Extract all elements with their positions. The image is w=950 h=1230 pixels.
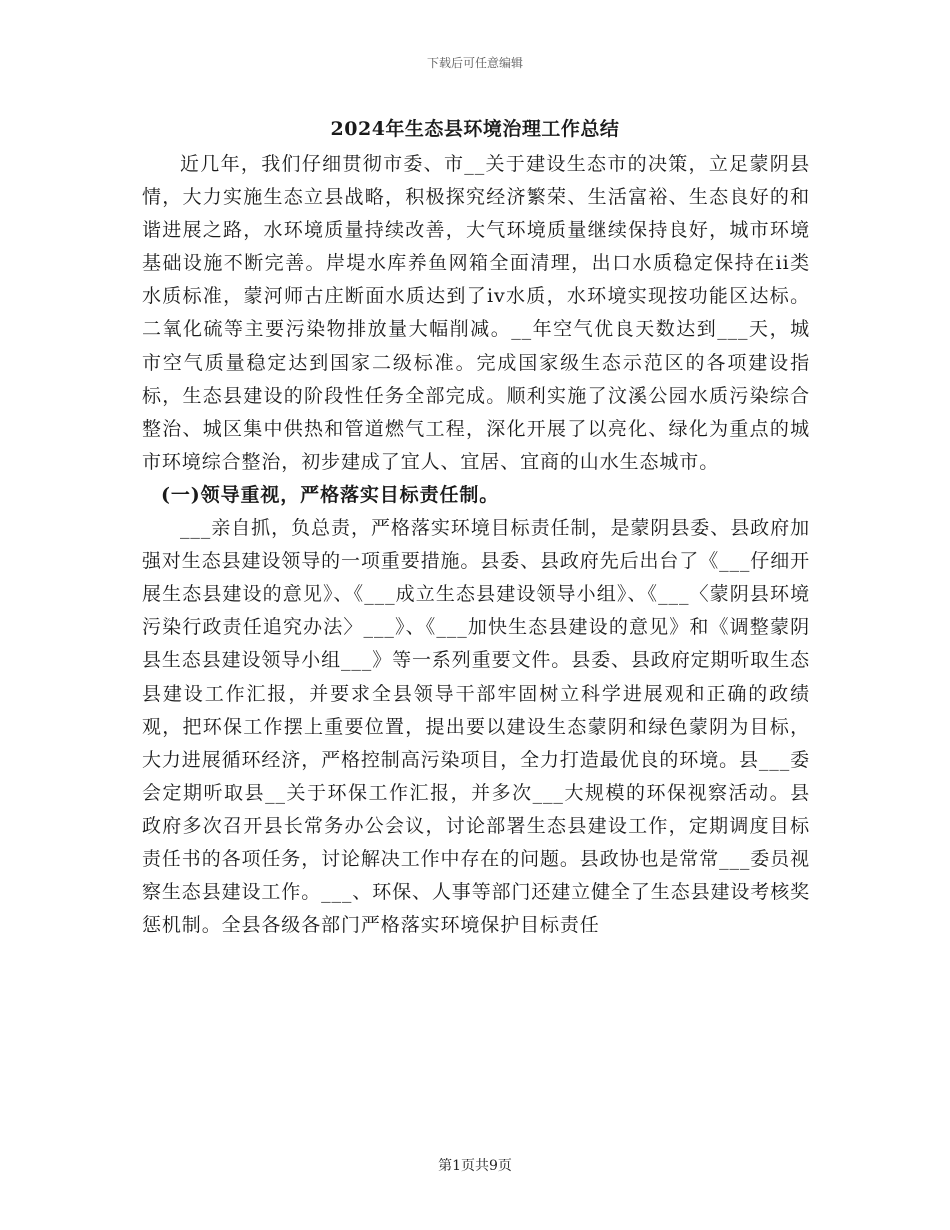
document-body [142, 148, 810, 942]
page-number: 第1页共9页 [438, 1158, 512, 1174]
section-1-paragraph: ___亲自抓，负总责，严格落实环境目标责任制，是蒙阴县委、县政府加强对生态县建设领导的一项重要措施。县委、县政府先后出台了《___仔细开展生态县建设的意见》、《___成立生态县建设领导小组》、《___〈蒙阴县环境污染行政责任追究办法〉___》、《___加快生态县建设的意见》和《调整蒙阴县生态县建设领导小组___》等一系列重要文件。县委、县政府定期听取生态县建设工作汇报，并要求全县领导干部牢固树立科学进展观和正确的政绩观，把环保工作摆上重要位置，提出要以建设生态蒙阴和绿色蒙阴为目标，大力进展循环经济，严格控制高污染项目，全力打造最优良的环境。县___委会定期听取县__关于环保工作汇报，并多次___大规模的环保视察活动。县政府多次召开县长常务办公会议，讨论部署生态县建设工作，定期调度目标责任书的各项任务，讨论解决工作中存在的问题。县政协也是常常___委员视察生态县建设工作。___、环保、人事等部门还建立健全了生态县建设考核奖惩机制。全县各级各部门严格落实环境保护目标责任 [142, 517, 811, 937]
page-header-note: 下载后可任意编辑 [426, 56, 523, 70]
section-heading-1: (一)领导重视，严格落实目标责任制。 [161, 483, 500, 506]
document-title: 2024年生态县环境治理工作总结 [330, 118, 620, 140]
intro-paragraph: 近几年，我们仔细贯彻市委、市__关于建设生态市的决策，立足蒙阴县情，大力实施生态立县战略，积极探究经济繁荣、生活富裕、生态良好的和谐进展之路，水环境质量持续改善，大气环境质量继续保持良好，城市环境基础设施不断完善。岸堤水库养鱼网箱全面清理，出口水质稳定保持在ii类水质标准，蒙河师古庄断面水质达到了iv水质，水环境实现按功能区达标。二氧化硫等主要污染物排放量大幅削减。__年空气优良天数达到___天，城市空气质量稳定达到国家二级标准。完成国家级生态示范区的各项建设指标，生态县建设的阶段性任务全部完成。顺利实施了汶溪公园水质污染综合整治、城区集中供热和管道燃气工程，深化开展了以亮化、绿化为重点的城市环境综合整治，初步建成了宜人、宜居、宜商的山水生态城市。 [142, 153, 810, 473]
